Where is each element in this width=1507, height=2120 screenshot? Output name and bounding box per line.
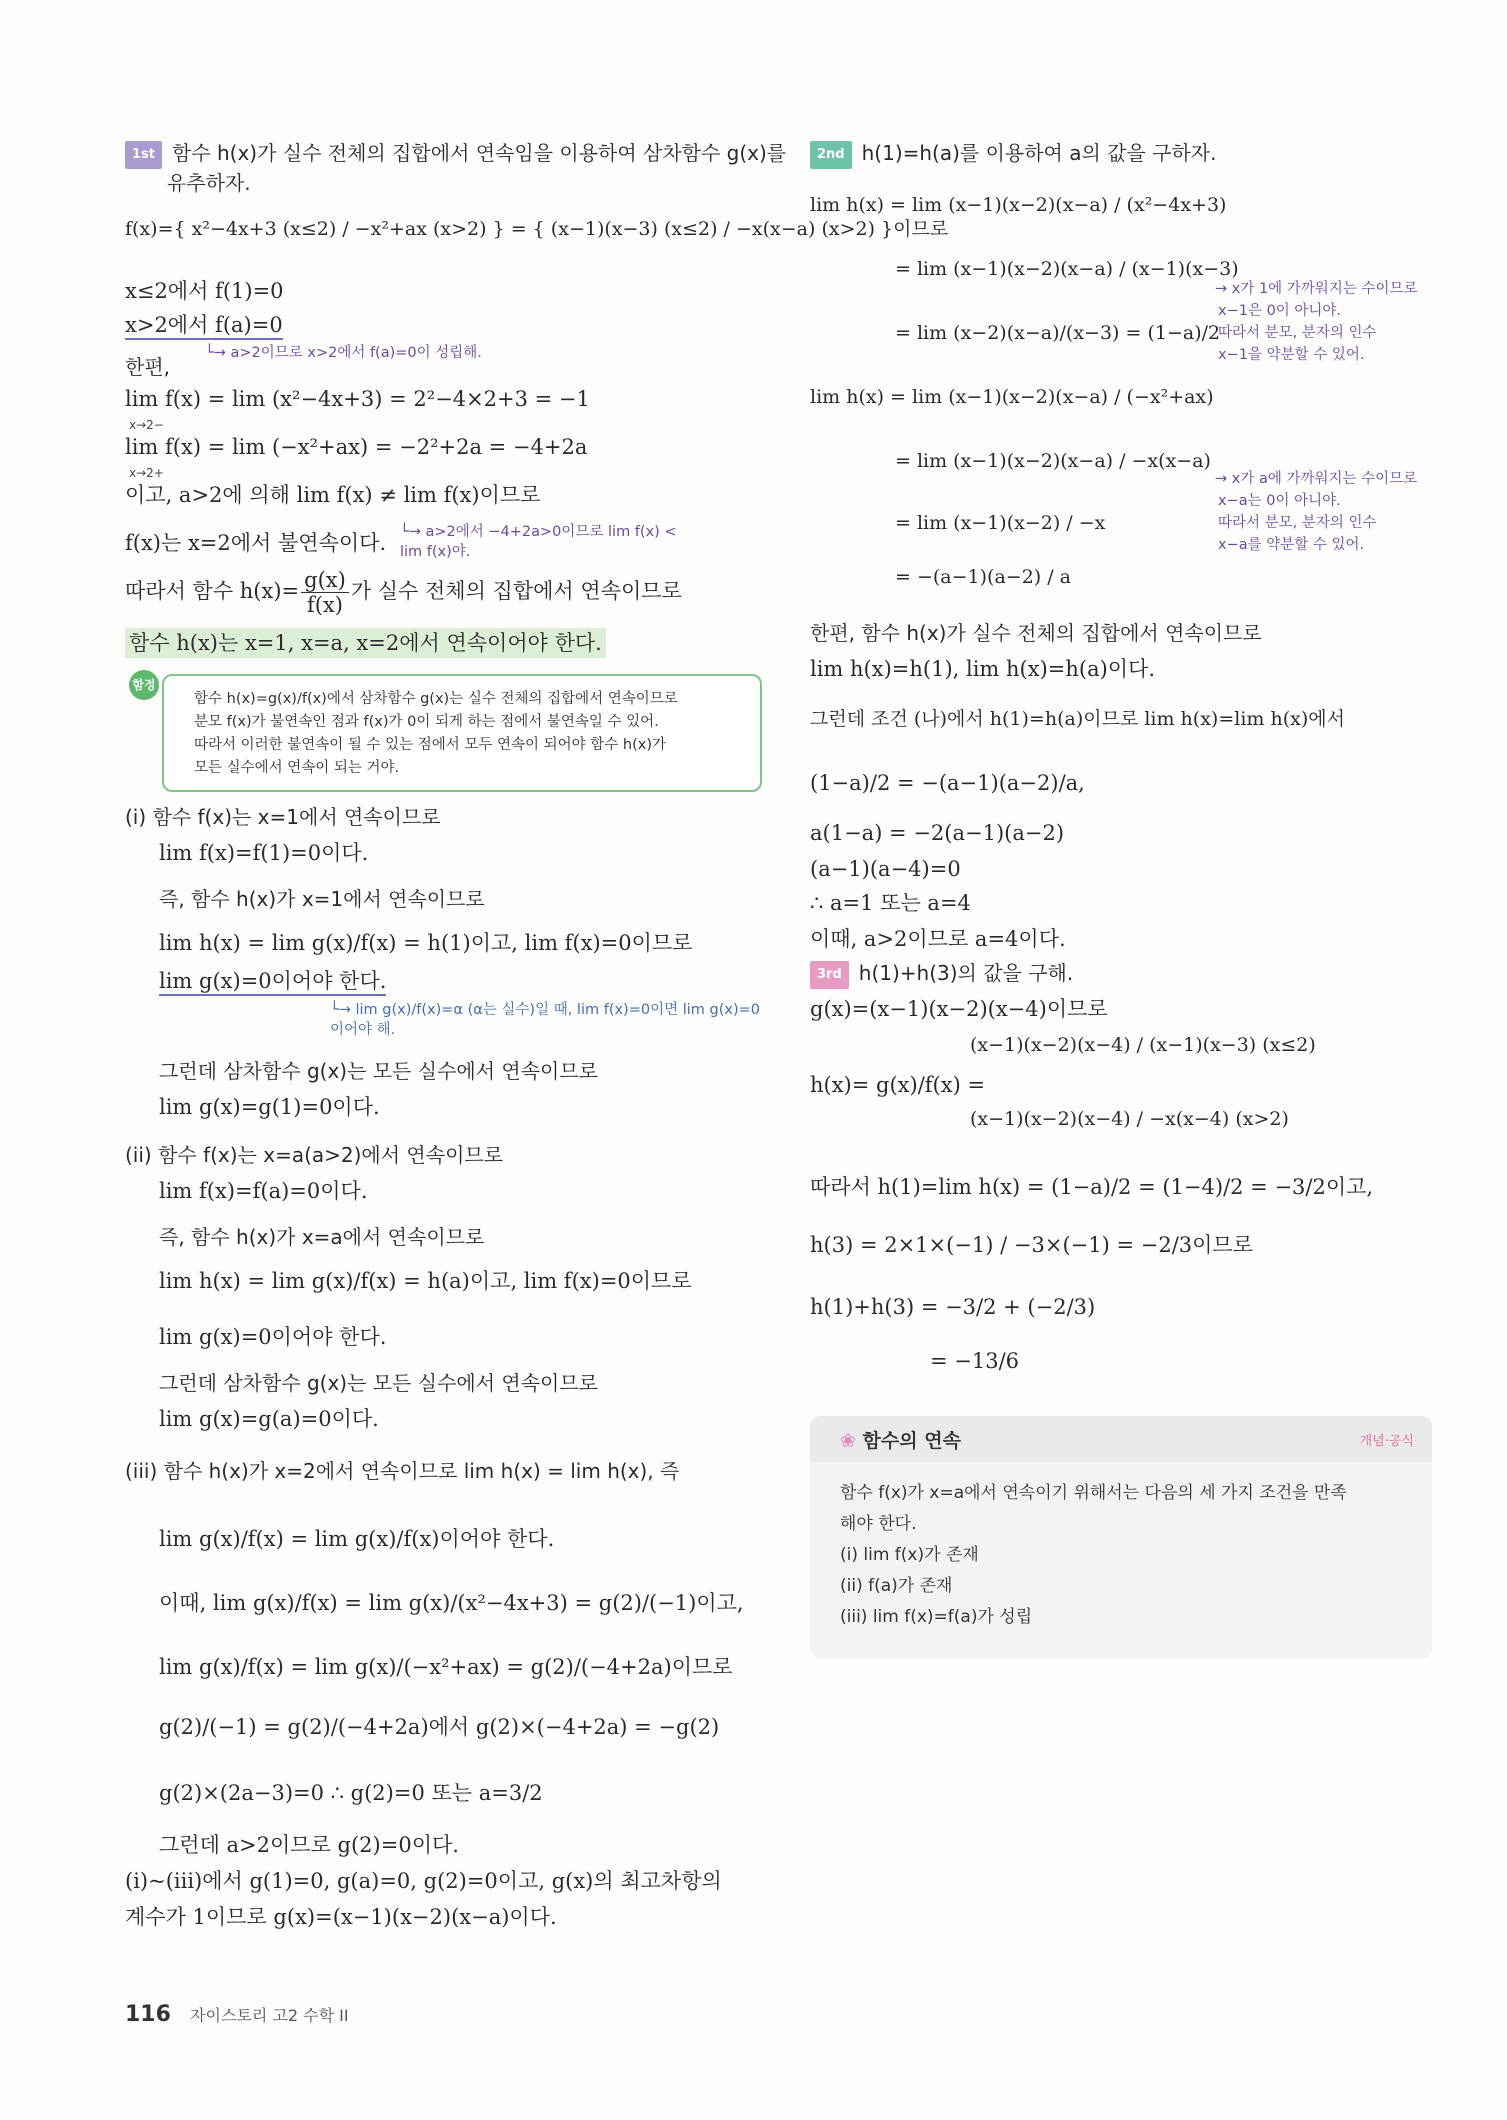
r-line12: a(1−a) = −2(a−1)(a−2) [810,821,1065,845]
fraction-g-over-f: $\frac{g(x)}{f(x)}$ [301,568,349,617]
case-iii-line7: 그런데 a>2이므로 g(2)=0이다. [159,1833,459,1857]
tip-line-4: 모든 실수에서 연속이 되는 거야. [194,760,400,776]
case-iii-line6: g(2)×(2a−3)=0 ∴ g(2)=0 또는 a=3/2 [159,1781,543,1805]
r-line20: h(1)+h(3) = −3/2 + (−2/3) [810,1295,1096,1319]
page-footer [125,2002,349,2027]
step2-line: 2nd h(1)=h(a)를 이용하여 a의 값을 구하자. [810,140,1216,169]
case-ii-line5: lim g(x)=0이어야 한다. [159,1325,387,1349]
line-highlight-conclusion: 함수 h(x)는 x=1, x=a, x=2에서 연속이어야 한다. [125,628,606,658]
case-i-line3: 즉, 함수 h(x)가 x=1에서 연속이므로 [159,887,485,911]
note-discontinuous: └→ a>2에서 −4+2a>0이므로 lim f(x) < lim f(x)야. [400,524,677,560]
r-note2c: 따라서 분모, 분자의 인수 [1218,515,1377,531]
step3-badge: 3rd [810,961,849,989]
concept-line2: 해야 한다. [840,1514,917,1534]
concept-header [810,1416,1432,1462]
case-i-line4: lim h(x) = lim g(x)/f(x) = h(1)이고, lim f(x)=0이므로 [159,931,693,955]
case-ii-line7: lim g(x)=g(a)=0이다. [159,1407,379,1431]
case-i-title: (i) 함수 f(x)는 x=1에서 연속이므로 [125,805,441,829]
sub-right-limit: x→2+ [129,466,164,480]
r-note1b: x−1은 0이 아니야. [1218,303,1342,319]
sub-left-limit: x→2− [129,418,164,432]
r-line1: lim h(x) = lim (x−1)(x−2)(x−a) / (x²−4x+3) [810,194,1227,216]
tip-badge: 함정 [129,670,159,700]
r-line16: g(x)=(x−1)(x−2)(x−4)이므로 [810,997,1108,1021]
concept-title: ❀ 함수의 연속 [840,1430,961,1452]
tip-line-3: 따라서 이러한 불연속이 될 수 있는 점에서 모두 연속이 되어야 함수 h(x)가 [194,737,666,753]
step1-line: 1st 함수 h(x)가 실수 전체의 집합에서 연속임을 이용하여 삼차함수 g(x)를 [125,140,786,169]
tip-line-2: 분모 f(x)가 불연속인 점과 f(x)가 0이 되게 하는 점에서 불연속일 수 있어. [194,714,659,730]
case-i-line2: lim f(x)=f(1)=0이다. [159,841,369,865]
step2-badge: 2nd [810,141,852,169]
step3-line: 3rd h(1)+h(3)의 값을 구해. [810,960,1073,989]
r-line5: = lim (x−1)(x−2)(x−a) / −x(x−a) [895,450,1211,472]
line-right-limit: lim f(x) = lim (−x²+ax) = −2²+2a = −4+2a [125,435,588,459]
r-line11: (1−a)/2 = −(a−1)(a−2)/a, [810,771,1085,795]
case-ii-line3: 즉, 함수 h(x)가 x=a에서 연속이므로 [159,1225,485,1249]
case-iii-line4: lim g(x)/f(x) = lim g(x)/(−x²+ax) = g(2)/(−4+2a)이므로 [159,1655,733,1679]
case-iii-line5: g(2)/(−1) = g(2)/(−4+2a)에서 g(2)×(−4+2a) = −g(2) [159,1715,720,1739]
r-note1d: x−1을 약분할 수 있어. [1218,347,1365,363]
r-note1c: 따라서 분모, 분자의 인수 [1218,325,1377,341]
case-iii-title: (iii) 함수 h(x)가 x=2에서 연속이므로 lim h(x) = lim h(x), 즉 [125,1459,680,1483]
r-line17c: (x−1)(x−2)(x−4) / −x(x−4) (x>2) [970,1108,1289,1130]
r-line13: (a−1)(a−4)=0 [810,857,961,881]
r-line15: 이때, a>2이므로 a=4이다. [810,927,1066,951]
case-ii-line6: 그런데 삼차함수 g(x)는 모든 실수에서 연속이므로 [159,1371,599,1395]
fx-definition: f(x)={ x²−4x+3 (x≤2) / −x²+ax (x>2) } = { (x−1)(x−3) (x≤2) / −x(x−a) (x>2) }이므로 [125,218,949,240]
concept-line1: 함수 f(x)가 x=a에서 연속이기 위해서는 다음의 세 가지 조건을 만족 [840,1483,1347,1503]
r-line10: 그런데 조건 (나)에서 h(1)=h(a)이므로 lim h(x)=lim h(x)에서 [810,708,1345,730]
case-i-line7: lim g(x)=g(1)=0이다. [159,1095,380,1119]
case-ii-line2: lim f(x)=f(a)=0이다. [159,1179,368,1203]
tip-line-1: 함수 h(x)=g(x)/f(x)에서 삼차함수 g(x)는 실수 전체의 집합에서 연속이므로 [194,691,678,707]
conclusion-line1: (i)~(iii)에서 g(1)=0, g(a)=0, g(2)=0이고, g(x)의 최고차항의 [125,1869,722,1893]
case-i-line6: 그런데 삼차함수 g(x)는 모든 실수에서 연속이므로 [159,1059,599,1083]
r-line21: = −13/6 [930,1349,1020,1373]
r-line8: 한편, 함수 h(x)가 실수 전체의 집합에서 연속이므로 [810,621,1262,645]
concept-body [840,1478,1410,1633]
concept-box [810,1416,1432,1658]
r-note2d: x−a를 약분할 수 있어. [1218,537,1365,553]
concept-line3: (i) lim f(x)가 존재 [840,1545,979,1565]
r-line2: = lim (x−1)(x−2)(x−a) / (x−1)(x−3) [895,258,1239,280]
r-line4: lim h(x) = lim (x−1)(x−2)(x−a) / (−x²+ax) [810,386,1214,408]
line-left-limit: lim f(x) = lim (x²−4x+3) = 2²−4×2+3 = −1 [125,387,590,411]
r-line19: h(3) = 2×1×(−1) / −3×(−1) = −2/3이므로 [810,1233,1253,1257]
case-i-note: └→ lim g(x)/f(x)=α (α는 실수)일 때, lim f(x)=0이면 lim g(x)=0이어야 해. [330,1002,760,1038]
tip-box [162,674,762,792]
concept-line5: (iii) lim f(x)=f(a)가 성립 [840,1607,1033,1627]
r-note2b: x−a는 0이 아니야. [1218,493,1341,509]
line-inequality: 이고, a>2에 의해 lim f(x) ≠ lim f(x)이므로 [125,483,541,507]
r-line3: = lim (x−2)(x−a)/(x−3) = (1−a)/2 [895,322,1221,344]
r-note2a: → x가 a에 가까워지는 수이므로 [1215,471,1418,487]
case-iii-line2: lim g(x)/f(x) = lim g(x)/f(x)이어야 한다. [159,1527,555,1551]
concept-line4: (ii) f(a)가 존재 [840,1576,953,1596]
note-fa: └→ a>2이므로 x>2에서 f(a)=0이 성립해. [205,345,482,361]
line-fa: x>2에서 f(a)=0 [125,312,283,340]
line-hanpyeon: 한편, [125,355,170,379]
r-note1a: → x가 1에 가까워지는 수이므로 [1215,281,1418,297]
case-ii-line4: lim h(x) = lim g(x)/f(x) = h(a)이고, lim f(x)=0이므로 [159,1269,692,1293]
case-ii-title: (ii) 함수 f(x)는 x=a(a>2)에서 연속이므로 [125,1143,504,1167]
step1-line2: 유추하자. [167,171,251,195]
case-i-line5: lim g(x)=0이어야 한다. [159,968,386,996]
r-line17a: h(x)= g(x)/f(x) = [810,1073,986,1097]
r-line9: lim h(x)=h(1), lim h(x)=h(a)이다. [810,657,1156,681]
line-discontinuous: f(x)는 x=2에서 불연속이다. [125,531,387,555]
r-line18: 따라서 h(1)=lim h(x) = (1−a)/2 = (1−4)/2 = −3/2이고, [810,1175,1374,1199]
line-h-continuous: 따라서 함수 h(x)= $\frac{g(x)}{f(x)}$ 가 실수 전체의 집합에서 연속이므로 [125,568,682,617]
conclusion-line2: 계수가 1이므로 g(x)=(x−1)(x−2)(x−a)이다. [125,1905,557,1929]
line-f1: x≤2에서 f(1)=0 [125,279,284,303]
r-line7: = −(a−1)(a−2) / a [895,566,1072,588]
page-number: 116 [125,2002,171,2027]
book-title: 자이스토리 고2 수학 II [190,2006,349,2025]
r-line17b: (x−1)(x−2)(x−4) / (x−1)(x−3) (x≤2) [970,1034,1316,1056]
case-iii-line3: 이때, lim g(x)/f(x) = lim g(x)/(x²−4x+3) = g(2)/(−1)이고, [159,1591,744,1615]
r-line14: ∴ a=1 또는 a=4 [810,891,971,915]
step1-badge: 1st [125,141,162,169]
concept-tag: 개념·공식 [1359,1434,1414,1449]
r-line6: = lim (x−1)(x−2) / −x [895,512,1106,534]
